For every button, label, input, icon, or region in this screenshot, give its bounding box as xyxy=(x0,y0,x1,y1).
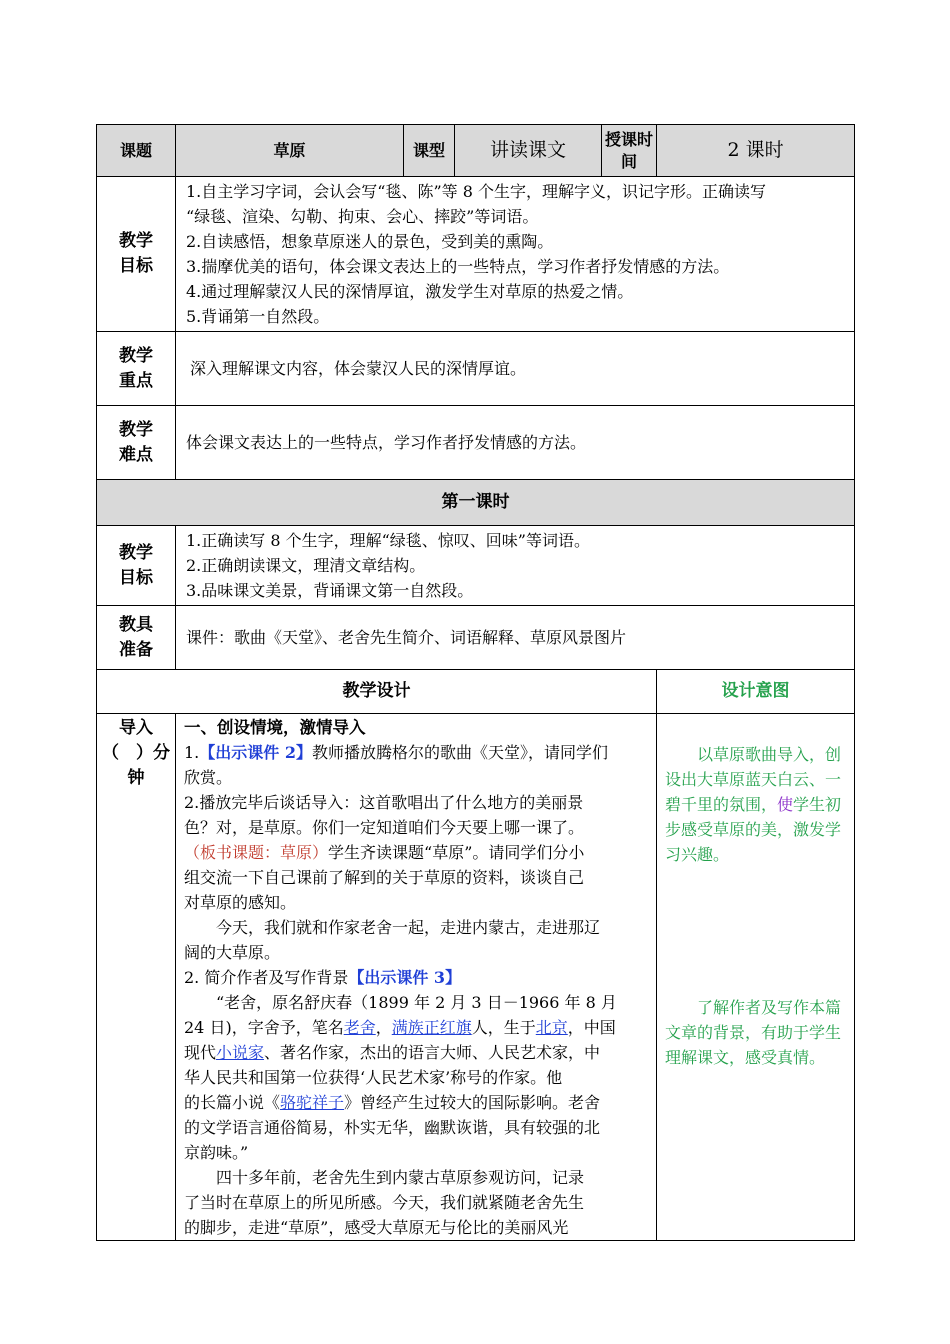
hours-label: 授课时间 xyxy=(602,125,657,177)
goals-label: 教学目标 xyxy=(97,177,176,332)
link-beijing[interactable]: 北京 xyxy=(535,1018,568,1037)
intent-1: 以草原歌曲导入，创设出大草原蓝天白云、一碧千里的氛围，使学生初步感受草原的美，激发学习兴趣。 xyxy=(665,745,842,864)
lesson1-title-row xyxy=(97,480,855,526)
key-points-text: 深入理解课文内容，体会蒙汉人民的深情厚谊。 xyxy=(176,332,855,406)
design-content: 一、创设情境，激情导入 1.【出示课件 2】教师播放腾格尔的歌曲《天堂》，请同学们 欣赏。 2.播放完毕后谈话导入：这首歌唱出了什么地方的美丽景 色？对，是草原。你们一定知道咱们今天要上哪一课了。 （板书课题：草原）学生齐读课题“草原”。请同学们分小 组交流一下自己课前了解到的关于草原的资料，谈谈自己 对草原的感知。 今天，我们就和作家老舍一起，走进内蒙古，走进那辽 阔的大草原。 2. 简介作者及写作背景【出示课件 3】 “老舍，原名舒庆春（1899 年 2 月 3 日－1966 年 8 月 24 日)，字舍予，笔名老舍，满族正红旗人，生于北京，中国 现代小说家、著名作家，杰出的语言大师、人民艺术家，中 华人民共和国第一位获得‘人民艺术家’称号的作家。他 的长篇小说《骆驼祥子》曾经产生过较大的国际影响。老舍 的文学语言通俗简易，朴实无华，幽默诙谐，具有较强的北 京韵味。” 四十多年前，老舍先生到内蒙古草原参观访问，记录 了当时在草原上的所见所感。今天，我们就紧随老舍先生 的脚步，走进“草原”，感受大草原无与伦比的美丽风光 xyxy=(176,714,657,1241)
goal-line: 3.品味课文美景，背诵课文第一自然段。 xyxy=(186,581,474,600)
design-header-row xyxy=(97,670,855,714)
bio-line-2: 24 日)，字舍予，笔名老舍，满族正红旗人，生于北京，中国 xyxy=(184,1018,616,1037)
link-novelist[interactable]: 小说家 xyxy=(216,1043,265,1062)
difficulties-label: 教学难点 xyxy=(97,406,176,480)
lesson1-title: 第一课时 xyxy=(97,480,855,526)
courseware-tag: 【出示课件 2】 xyxy=(199,743,312,762)
goal-line: 5.背诵第一自然段。 xyxy=(186,307,330,326)
intent-2: 了解作者及写作本篇文章的背景，有助于学生理解课文，感受真情。 xyxy=(665,998,842,1067)
link-laoshe[interactable]: 老舍 xyxy=(343,1018,376,1037)
type-value: 讲读课文 xyxy=(455,125,602,177)
hours-value: 2 课时 xyxy=(657,125,855,177)
key-points-label: 教学重点 xyxy=(97,332,176,406)
goal-line: 4.通过理解蒙汉人民的深情厚谊，激发学生对草原的热爱之情。 xyxy=(186,282,634,301)
lesson-plan xyxy=(96,124,854,1241)
prep-row xyxy=(97,606,855,670)
goal-line: 1.正确读写 8 个生字，理解“绿毯、惊叹、回味”等词语。 xyxy=(186,531,590,550)
key-points-row xyxy=(97,332,855,406)
prep-label: 教具准备 xyxy=(97,606,176,670)
section-label: 导入 （ ）分 钟 xyxy=(97,714,176,1241)
para-1: 1.【出示课件 2】教师播放腾格尔的歌曲《天堂》，请同学们 xyxy=(184,743,608,762)
type-label: 课型 xyxy=(404,125,455,177)
goal-line: “绿毯、渲染、勾勒、拘束、会心、摔跤”等词语。 xyxy=(186,207,539,226)
topic-value: 草原 xyxy=(176,125,404,177)
goal-line: 1.自主学习字词，会认会写“毯、陈”等 8 个生字，理解字义，识记字形。正确读写 xyxy=(186,182,766,201)
goals-row xyxy=(97,177,855,332)
design-body-row xyxy=(97,714,855,1241)
lesson1-goals-content xyxy=(176,526,855,606)
design-header: 教学设计 xyxy=(97,670,657,714)
bio-line-5: 的长篇小说《骆驼祥子》曾经产生过较大的国际影响。老舍 xyxy=(184,1093,601,1112)
para-2-board: （板书课题：草原）学生齐读课题“草原”。请同学们分小 xyxy=(184,843,585,862)
board-note: （板书课题：草原） xyxy=(184,843,329,862)
goal-line: 2.正确朗读课文，理清文章结构。 xyxy=(186,556,426,575)
header-row xyxy=(97,125,855,177)
courseware-tag: 【出示课件 3】 xyxy=(348,968,462,987)
para-4: 2. 简介作者及写作背景【出示课件 3】 xyxy=(184,968,462,987)
goals-content xyxy=(176,177,855,332)
difficulties-row xyxy=(97,406,855,480)
prep-text: 课件：歌曲《天堂》、老舍先生简介、词语解释、草原风景图片 xyxy=(176,606,855,670)
goal-line: 2.自读感悟，想象草原迷人的景色，受到美的熏陶。 xyxy=(186,232,554,251)
lesson-plan-table xyxy=(96,124,855,1241)
section-heading: 一、创设情境，激情导入 xyxy=(184,718,366,737)
design-intent xyxy=(657,714,855,1241)
difficulties-text: 体会课文表达上的一些特点，学习作者抒发情感的方法。 xyxy=(176,406,855,480)
lesson1-goals-label: 教学目标 xyxy=(97,526,176,606)
intent-header: 设计意图 xyxy=(657,670,855,714)
link-manchu[interactable]: 满族正红旗 xyxy=(391,1018,472,1037)
lesson1-goals-row xyxy=(97,526,855,606)
bio-line-3: 现代小说家、著名作家，杰出的语言大师、人民艺术家，中 xyxy=(184,1043,601,1062)
goal-line: 3.揣摩优美的语句，体会课文表达上的一些特点，学习作者抒发情感的方法。 xyxy=(186,257,730,276)
link-camel-xiangzi[interactable]: 骆驼祥子 xyxy=(280,1093,345,1112)
topic-label: 课题 xyxy=(97,125,176,177)
